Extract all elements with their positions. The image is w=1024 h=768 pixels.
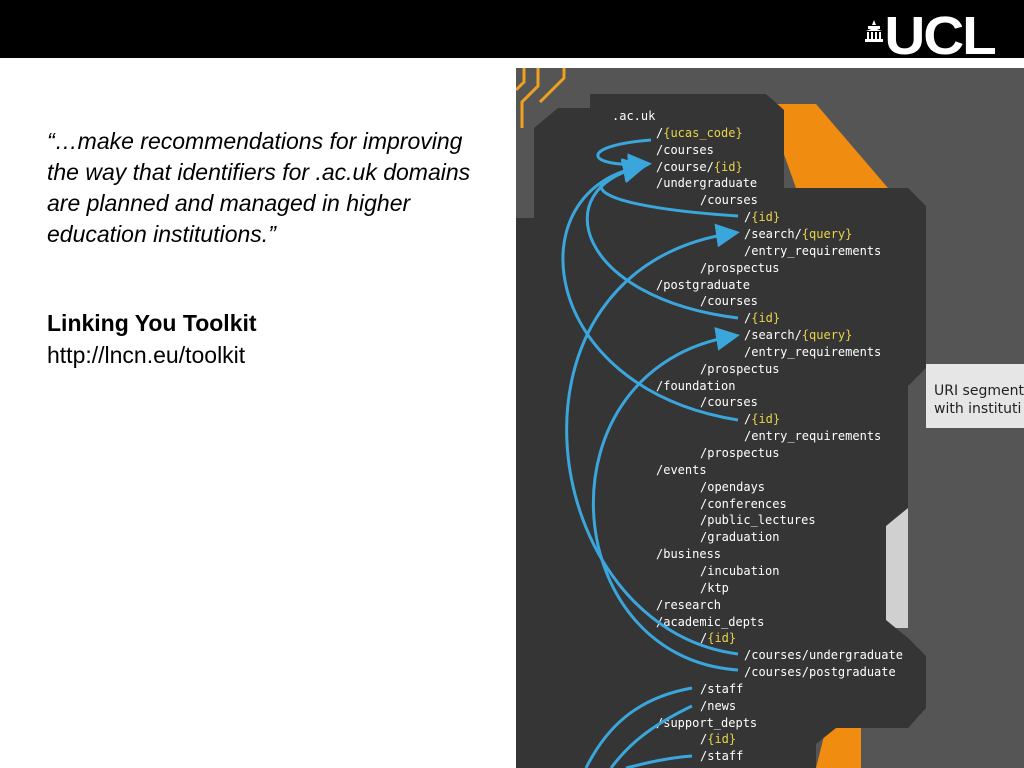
tree-line	[656, 175, 757, 191]
tree-line	[744, 243, 881, 259]
portico-icon	[865, 20, 883, 42]
tree-line	[700, 512, 816, 528]
tree-segment: /courses	[700, 294, 758, 309]
tree-line	[700, 445, 779, 461]
toolkit-link[interactable]: http://lncn.eu/toolkit	[47, 342, 246, 368]
tree-segment: /	[744, 210, 752, 225]
tree-segment: /graduation	[700, 530, 780, 545]
tree-placeholder: {id}	[707, 732, 737, 747]
tree-segment: /staff	[700, 749, 744, 764]
callout-line-1: URI segment	[934, 383, 1024, 399]
tree-segment: /entry_requirements	[744, 344, 882, 359]
tree-segment: /staff	[700, 681, 744, 696]
tree-segment: /courses/postgraduate	[744, 665, 896, 680]
tree-segment: /search/	[744, 328, 802, 343]
tree-segment: /prospectus	[700, 446, 780, 460]
tree-segment: /courses	[656, 142, 714, 157]
tree-segment: /support_depts	[656, 715, 758, 730]
tree-line	[700, 563, 779, 579]
tree-placeholder: {query}	[801, 226, 853, 241]
tree-line	[744, 411, 780, 427]
tree-line	[700, 293, 758, 309]
tree-placeholder: {id}	[707, 631, 737, 646]
quote-text: “…make recommendations for improving the way that identifiers for .ac.uk domains are planned and managed in higher education institutions.”	[47, 128, 471, 247]
tree-line	[700, 529, 779, 545]
tree-line	[700, 748, 743, 764]
tree-line	[700, 681, 743, 697]
tree-line	[656, 125, 743, 141]
tree-placeholder: {query}	[801, 328, 853, 343]
tree-line	[700, 496, 787, 512]
tree-segment: /	[700, 732, 708, 747]
callout-line-2: with instituti	[934, 401, 1022, 417]
tree-segment: /postgraduate	[656, 277, 750, 292]
tree-segment: .ac.uk	[612, 109, 656, 123]
toolkit-title: Linking You Toolkit	[47, 310, 257, 336]
tree-segment: /news	[700, 698, 737, 713]
tree-line	[656, 142, 714, 158]
tree-line	[656, 462, 707, 478]
tree-line	[612, 108, 655, 124]
tree-segment: /entry_requirements	[744, 243, 882, 258]
tree-segment: /courses/undergraduate	[744, 648, 903, 663]
tree-segment: /search/	[744, 226, 802, 241]
tree-line	[656, 597, 721, 613]
tree-segment: /courses	[700, 193, 758, 208]
tree-segment: /public_lectures	[700, 513, 816, 528]
tree-segment: /	[656, 125, 664, 140]
tree-segment: /opendays	[700, 479, 766, 494]
logo-text: UCL	[884, 6, 995, 66]
tree-segment: /course/	[656, 159, 714, 174]
tree-line	[700, 580, 729, 596]
tree-line	[744, 209, 780, 225]
tree-segment: /	[744, 311, 752, 326]
tree-line	[700, 361, 779, 377]
tree-segment: /incubation	[700, 563, 780, 578]
tree-line	[656, 378, 735, 394]
tree-placeholder: {id}	[713, 159, 743, 174]
uri-tree	[516, 68, 1024, 768]
tree-placeholder: {ucas_code}	[663, 125, 743, 140]
tree-line	[700, 260, 779, 276]
tree-line	[744, 664, 896, 680]
uri-structure-figure	[516, 68, 1024, 768]
tree-segment: /ktp	[700, 580, 729, 595]
tree-line	[656, 614, 764, 630]
tree-segment: /business	[656, 547, 722, 562]
tree-segment: /events	[656, 462, 707, 477]
tree-line	[700, 698, 736, 714]
tree-line	[700, 394, 758, 410]
tree-placeholder: {id}	[751, 311, 781, 326]
tree-line	[700, 479, 765, 495]
tree-line	[656, 546, 721, 562]
tree-segment: /prospectus	[700, 260, 780, 275]
tree-line	[700, 630, 736, 646]
tree-segment: /	[700, 631, 708, 646]
tree-line	[744, 647, 903, 663]
tree-segment: /entry_requirements	[744, 429, 882, 444]
tree-line	[700, 731, 736, 747]
tree-line	[744, 327, 852, 343]
tree-line	[700, 192, 758, 208]
header-bar	[0, 0, 1024, 66]
tree-segment: /	[744, 412, 752, 427]
tree-line	[656, 159, 743, 175]
tree-segment: /conferences	[700, 496, 787, 511]
tree-line	[744, 428, 881, 444]
tree-segment: /research	[656, 597, 722, 612]
tree-placeholder: {id}	[751, 210, 781, 225]
tree-line	[656, 277, 750, 293]
tree-segment: /foundation	[656, 378, 736, 393]
tree-placeholder: {id}	[751, 412, 781, 427]
tree-segment: /prospectus	[700, 361, 780, 376]
tree-line	[656, 715, 757, 731]
tree-segment: /courses	[700, 395, 758, 410]
tree-line	[744, 310, 780, 326]
tree-segment: /academic_depts	[656, 614, 765, 629]
tree-line	[744, 226, 852, 242]
tree-segment: /undergraduate	[656, 176, 758, 191]
ucl-logo	[865, 6, 995, 66]
tree-line	[744, 344, 881, 360]
